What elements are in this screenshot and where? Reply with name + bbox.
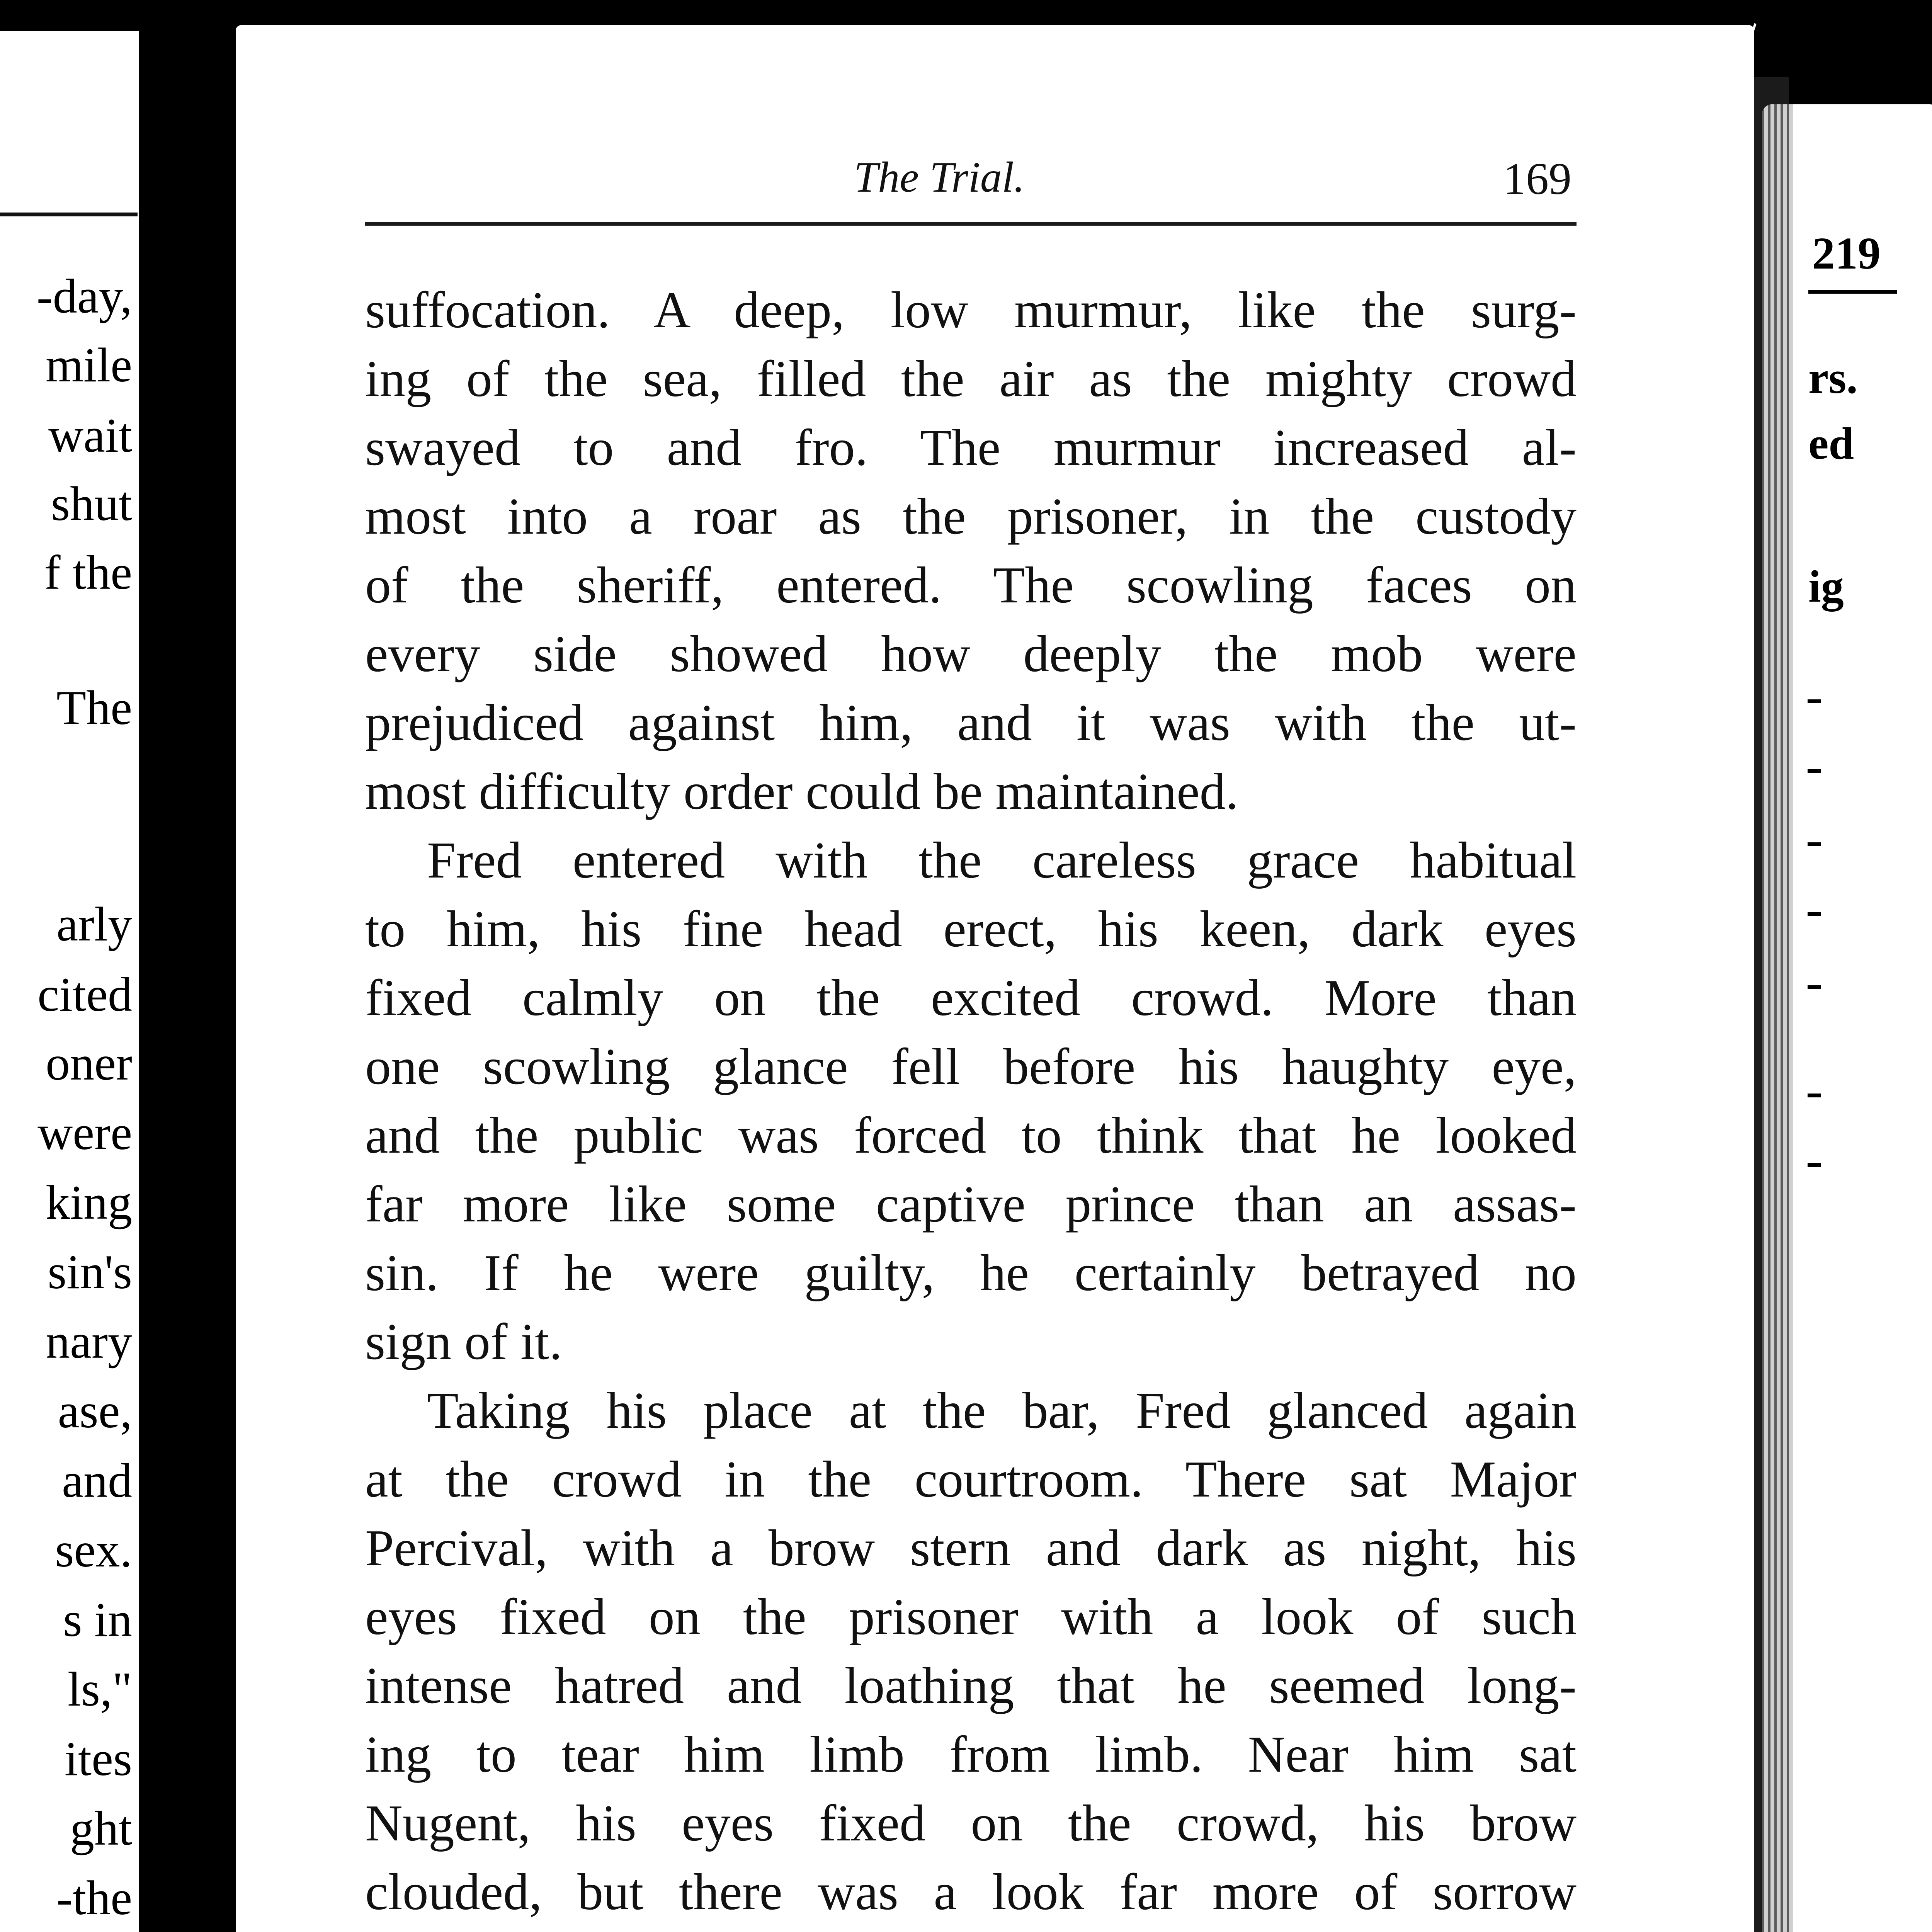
text-line: sin. If he were guilty, he certainly betrayed no bbox=[365, 1244, 1577, 1301]
book-page bbox=[236, 25, 1754, 1932]
back-dash bbox=[1808, 985, 1821, 989]
back-dash bbox=[1808, 769, 1821, 773]
text-line: to him, his fine head erect, his keen, dark eyes bbox=[365, 900, 1577, 957]
back-dash bbox=[1808, 1163, 1821, 1167]
left-line: The bbox=[56, 681, 132, 735]
left-line: were bbox=[37, 1106, 132, 1160]
text-line: fixed calmly on the excited crowd. More than bbox=[365, 969, 1577, 1026]
text-line: prejudiced against him, and it was with the ut- bbox=[365, 694, 1577, 751]
left-line: ght bbox=[70, 1802, 132, 1855]
page-number: 169 bbox=[1503, 153, 1571, 204]
left-page-fragment bbox=[0, 31, 139, 1932]
text-line: most difficulty order could be maintained. bbox=[365, 763, 1239, 820]
left-line: oner bbox=[46, 1037, 132, 1090]
left-line: f the bbox=[44, 546, 132, 600]
left-line: ites bbox=[65, 1732, 132, 1786]
header-rule bbox=[365, 222, 1577, 226]
text-line: of the sheriff, entered. The scowling faces on bbox=[365, 556, 1577, 614]
text-line: suffocation. A deep, low murmur, like the surg- bbox=[365, 281, 1577, 338]
left-line: -the bbox=[56, 1871, 132, 1925]
left-line: s in bbox=[63, 1593, 132, 1647]
text-line: far more like some captive prince than an assas- bbox=[365, 1175, 1577, 1233]
text-line: one scowling glance fell before his haughty eye, bbox=[365, 1038, 1577, 1095]
left-line: and bbox=[62, 1454, 132, 1508]
text-line: eyes fixed on the prisoner with a look of such bbox=[365, 1588, 1577, 1645]
text-line: sign of it. bbox=[365, 1313, 562, 1370]
back-dash bbox=[1808, 1094, 1821, 1097]
back-dash bbox=[1808, 912, 1821, 916]
back-line: rs. bbox=[1808, 352, 1858, 403]
left-line: mile bbox=[46, 338, 132, 392]
left-line: cited bbox=[37, 968, 132, 1022]
text-line: Taking his place at the bar, Fred glanced again bbox=[427, 1382, 1577, 1439]
left-line: king bbox=[45, 1176, 132, 1230]
text-line: Fred entered with the careless grace habitual bbox=[427, 832, 1577, 889]
left-line: sin's bbox=[48, 1245, 132, 1299]
left-page-rule bbox=[0, 213, 138, 216]
page-stack-edge bbox=[1762, 104, 1793, 1932]
text-line: Nugent, his eyes fixed on the crowd, his brow bbox=[365, 1794, 1577, 1852]
running-head: The Trial. bbox=[854, 153, 1025, 201]
back-line: ed bbox=[1808, 418, 1854, 469]
text-line: ing of the sea, filled the air as the mighty crowd bbox=[365, 350, 1577, 407]
text-line: swayed to and fro. The murmur increased al- bbox=[365, 419, 1577, 476]
left-line: -day, bbox=[36, 270, 132, 323]
text-line: every side showed how deeply the mob were bbox=[365, 625, 1577, 682]
text-line: Percival, with a brow stern and dark as night, his bbox=[365, 1519, 1577, 1577]
left-line: arly bbox=[56, 898, 132, 951]
back-dash bbox=[1808, 842, 1821, 846]
back-page-fragment bbox=[1762, 104, 1932, 1932]
back-page-rule bbox=[1808, 290, 1897, 294]
back-dash bbox=[1808, 699, 1821, 703]
text-line: intense hatred and loathing that he seemed long- bbox=[365, 1657, 1577, 1714]
left-line: sex. bbox=[55, 1524, 132, 1577]
left-line: ase, bbox=[58, 1384, 132, 1438]
text-line: and the public was forced to think that he looked bbox=[365, 1107, 1577, 1164]
text-line: ing to tear him limb from limb. Near him sat bbox=[365, 1726, 1577, 1783]
back-line: ig bbox=[1808, 561, 1844, 612]
left-line: wait bbox=[48, 409, 132, 463]
text-line: at the crowd in the courtroom. There sat Major bbox=[365, 1451, 1577, 1508]
left-line: ls," bbox=[68, 1663, 132, 1716]
text-line: most into a roar as the prisoner, in the custody bbox=[365, 488, 1577, 545]
left-line: nary bbox=[46, 1315, 132, 1369]
back-page-number: 219 bbox=[1812, 228, 1881, 279]
text-line: clouded, but there was a look far more of sorrow bbox=[365, 1863, 1577, 1920]
left-line: shut bbox=[51, 477, 132, 531]
